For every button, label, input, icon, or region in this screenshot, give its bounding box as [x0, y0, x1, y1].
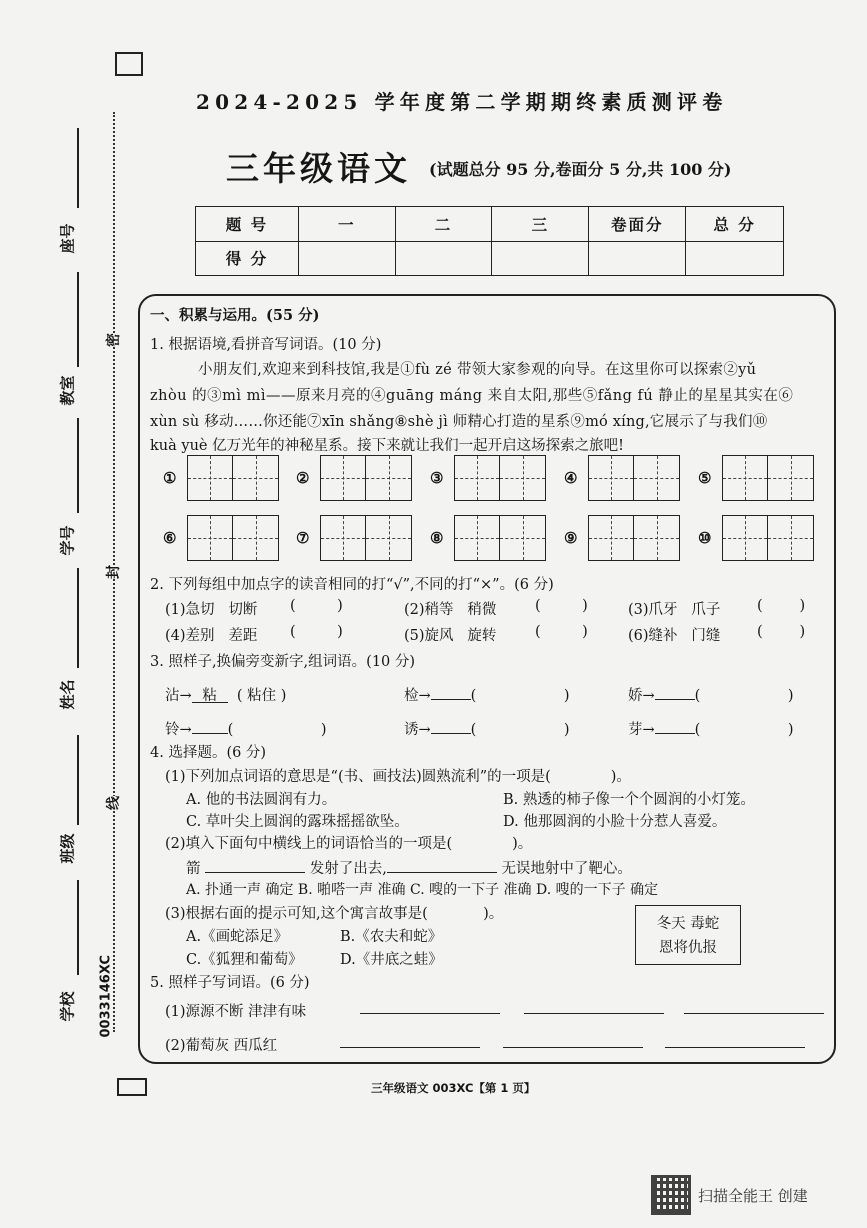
q4-option[interactable]: B.《农夫和蛇》: [340, 929, 443, 945]
q5-blank[interactable]: [340, 1034, 480, 1048]
tian-cell[interactable]: [366, 455, 412, 501]
q4-sub2-sentence: 箭 发射了出去, 无误地射中了靶心。: [186, 861, 632, 877]
q2-item: [404, 598, 496, 619]
q3-item: [165, 684, 286, 705]
q3-answer[interactable]: 粘: [192, 689, 228, 703]
exam-title: 2024-2025 学年度第二学期期终素质测评卷: [196, 90, 728, 114]
score-cell-label: 得 分: [196, 241, 299, 276]
tian-cell[interactable]: [454, 455, 500, 501]
q4-title: 4. 选择题。(6 分): [150, 745, 267, 761]
score-cell-neat: 卷面分: [589, 207, 686, 242]
q2-item: [165, 624, 257, 645]
q1-passage-line: kuà yuè 亿万光年的神秘星系。接下来就让我们一起开启这场探索之旅吧!: [150, 438, 624, 454]
q2-word-a: (5)旋风: [404, 628, 454, 644]
answer-grid: [430, 515, 546, 561]
tian-cell[interactable]: [320, 515, 366, 561]
q4-option[interactable]: D.《井底之蛙》: [340, 952, 443, 968]
class-label: 班级: [58, 833, 77, 864]
tian-cell[interactable]: [768, 515, 814, 561]
seat-line: [77, 128, 79, 208]
class-line: [77, 735, 79, 825]
q2-answer-paren[interactable]: ( ): [290, 598, 343, 614]
answer-grid: [163, 455, 279, 501]
school-line: [77, 880, 79, 975]
q3-base: 娇→: [628, 688, 655, 704]
q2-word-a: (1)急切: [165, 602, 215, 618]
tian-cell[interactable]: [187, 515, 233, 561]
grid-number: ②: [296, 469, 310, 487]
q3-base: 铃→: [165, 722, 192, 738]
q4-option[interactable]: C.《狐狸和葡萄》: [186, 952, 303, 968]
q5-blank[interactable]: [665, 1034, 805, 1048]
answer-grid: [564, 515, 680, 561]
q2-word-b: 旋转: [467, 628, 497, 644]
score-input[interactable]: [686, 241, 784, 276]
q3-answer[interactable]: [655, 686, 695, 700]
q4-option[interactable]: A.《画蛇添足》: [186, 929, 289, 945]
score-input[interactable]: [298, 241, 395, 276]
q2-word-b: 切断: [228, 602, 258, 618]
q2-word-a: (6)缝补: [628, 628, 678, 644]
name-line: [77, 568, 79, 668]
q2-item: [165, 598, 257, 619]
q3-word: ( 粘住 ): [236, 688, 287, 704]
page-footer: 三年级语文 003XC【第 1 页】: [371, 1081, 536, 1095]
tian-cell[interactable]: [320, 455, 366, 501]
tian-cell[interactable]: [634, 455, 680, 501]
q4-sub2-stem: (2)填入下面句中横线上的词语恰当的一项是( )。: [165, 836, 533, 852]
q2-item: [404, 624, 496, 645]
tian-cell[interactable]: [588, 515, 634, 561]
q2-answer-paren[interactable]: ( ): [535, 624, 588, 640]
scanner-watermark: 扫描全能王 创建: [698, 1187, 808, 1205]
q5-blank[interactable]: [360, 1000, 500, 1014]
q2-answer-paren[interactable]: ( ): [757, 598, 806, 614]
q4-sub3-stem: (3)根据右面的提示可知,这个寓言故事是( )。: [165, 906, 504, 922]
q2-answer-paren[interactable]: ( ): [535, 598, 588, 614]
q1-passage-line: xùn sù 移动……你还能⑦xīn shǎng⑧shè jì 师精心打造的星系⑨mó xíng,它展示了与我们⑩: [150, 414, 768, 430]
q3-base: 诱→: [404, 722, 431, 738]
tian-cell[interactable]: [187, 455, 233, 501]
q2-word-b: 爪子: [691, 602, 721, 618]
q4-fill-blank[interactable]: [387, 859, 497, 873]
bottom-corner-box: [117, 1078, 147, 1096]
answer-grid: [564, 455, 680, 501]
tian-cell[interactable]: [722, 515, 768, 561]
tian-cell[interactable]: [588, 455, 634, 501]
answer-grid: [296, 515, 412, 561]
name-label: 姓名: [58, 679, 77, 710]
grid-number: ①: [163, 469, 177, 487]
score-cell-1: 一: [298, 207, 395, 242]
q3-base: 芽→: [628, 722, 655, 738]
qr-code-icon: [651, 1175, 691, 1215]
score-cell-label: 题 号: [196, 207, 299, 242]
q4-sub2-options[interactable]: A. 扑通一声 确定 B. 啪嗒一声 准确 C. 嗖的一下子 准确 D. 嗖的一下子 确定: [186, 882, 659, 898]
q5-blank[interactable]: [684, 1000, 824, 1014]
q3-base: 沾→: [165, 688, 192, 704]
tian-cell[interactable]: [500, 455, 546, 501]
q4-option[interactable]: D. 他那圆润的小脸十分惹人喜爱。: [503, 814, 727, 830]
score-input[interactable]: [492, 241, 589, 276]
room-line: [77, 272, 79, 367]
score-table-row: [196, 207, 784, 242]
tian-cell[interactable]: [634, 515, 680, 561]
subject-title: 三年级语文: [226, 149, 411, 188]
q1-passage-line: zhòu 的③mì mì——原来月亮的④guāng máng 来自太阳,那些⑤fǎng fú 静止的星星其实在⑥: [150, 388, 794, 404]
answer-grid: [698, 515, 814, 561]
subject-note: (试题总分 95 分,卷面分 5 分,共 100 分): [429, 160, 732, 179]
tian-cell[interactable]: [500, 515, 546, 561]
q1-passage-line: 小朋友们,欢迎来到科技馆,我是①fù zé 带领大家参观的向导。在这里你可以探索②yǔ: [198, 362, 757, 378]
q2-answer-paren[interactable]: ( ): [757, 624, 806, 640]
seal-char-feng: 封: [103, 565, 123, 579]
score-input[interactable]: [395, 241, 492, 276]
grid-number: ④: [564, 469, 578, 487]
q4-option[interactable]: C. 草叶尖上圆润的露珠摇摇欲坠。: [186, 814, 409, 830]
grid-number: ⑨: [564, 529, 578, 547]
q1-title: 1. 根据语境,看拼音写词语。(10 分): [150, 337, 382, 353]
q5-item: (2)葡萄灰 西瓜红: [165, 1038, 278, 1054]
score-input[interactable]: [589, 241, 686, 276]
answer-grid: [296, 455, 412, 501]
score-table: [195, 206, 784, 276]
grid-number: ⑦: [296, 529, 310, 547]
q3-answer[interactable]: [431, 686, 471, 700]
q2-item: [628, 624, 720, 645]
section-heading: 一、积累与运用。(55 分): [150, 307, 320, 324]
score-table-row: [196, 241, 784, 276]
grid-number: ⑧: [430, 529, 444, 547]
q3-base: 检→: [404, 688, 431, 704]
q2-word-b: 差距: [228, 628, 258, 644]
answer-grid: [698, 455, 814, 501]
school-label: 学校: [58, 991, 77, 1022]
q2-answer-paren[interactable]: ( ): [290, 624, 343, 640]
q3-item[interactable]: 芽→ ( ): [628, 722, 794, 738]
score-cell-3: 三: [492, 207, 589, 242]
q5-item: (1)源源不断 津津有味: [165, 1004, 307, 1020]
q4-option[interactable]: A. 他的书法圆润有力。: [186, 792, 337, 808]
hint-line: 恩将仇报: [659, 940, 717, 956]
q5-blank[interactable]: [503, 1034, 643, 1048]
answer-grid: [430, 455, 546, 501]
q2-word-a: (3)爪牙: [628, 602, 678, 618]
q5-title: 5. 照样子写词语。(6 分): [150, 975, 310, 991]
q3-item[interactable]: 娇→ ( ): [628, 688, 794, 704]
answer-grid: [163, 515, 279, 561]
q3-item[interactable]: 诱→ ( ): [404, 722, 570, 738]
top-corner-box: [115, 52, 143, 76]
q3-answer[interactable]: [192, 720, 228, 734]
fable-hint-box: [635, 905, 741, 965]
seal-char-xian: 线: [103, 796, 123, 810]
q4-option[interactable]: B. 熟透的柿子像一个个圆润的小灯笼。: [503, 792, 755, 808]
tian-cell[interactable]: [722, 455, 768, 501]
q4-sub1-stem: (1)下列加点词语的意思是“(书、画技法)圆熟流利”的一项是( )。: [165, 769, 631, 785]
grid-number: ⑩: [698, 529, 712, 547]
q2-item: [628, 598, 720, 619]
tian-cell[interactable]: [768, 455, 814, 501]
grid-number: ③: [430, 469, 444, 487]
q4-fill-blank[interactable]: [205, 859, 305, 873]
q3-item[interactable]: 检→ ( ): [404, 688, 570, 704]
q3-title: 3. 照样子,换偏旁变新字,组词语。(10 分): [150, 654, 416, 670]
q2-title: 2. 下列每组中加点字的读音相同的打“√”,不同的打“×”。(6 分): [150, 577, 554, 593]
exam-code: 0033146XC: [98, 955, 114, 1038]
q2-word-b: 门缝: [691, 628, 721, 644]
q2-word-a: (4)差别: [165, 628, 215, 644]
q2-word-a: (2)稍等: [404, 602, 454, 618]
q3-item[interactable]: 铃→ ( ): [165, 722, 327, 738]
seal-char-mi: 密: [103, 333, 123, 347]
tian-cell[interactable]: [233, 455, 279, 501]
student-no-line: [77, 418, 79, 513]
score-cell-2: 二: [395, 207, 492, 242]
q3-answer[interactable]: [655, 720, 695, 734]
q3-answer[interactable]: [431, 720, 471, 734]
hint-line: 冬天 毒蛇: [656, 916, 720, 932]
q5-blank[interactable]: [524, 1000, 664, 1014]
grid-number: ⑥: [163, 529, 177, 547]
tian-cell[interactable]: [366, 515, 412, 561]
tian-cell[interactable]: [454, 515, 500, 561]
score-cell-total: 总 分: [686, 207, 784, 242]
grid-number: ⑤: [698, 469, 712, 487]
student-no-label: 学号: [58, 525, 77, 556]
seat-label: 座号: [58, 223, 77, 254]
room-label: 教室: [58, 375, 77, 406]
q2-word-b: 稍微: [467, 602, 497, 618]
tian-cell[interactable]: [233, 515, 279, 561]
